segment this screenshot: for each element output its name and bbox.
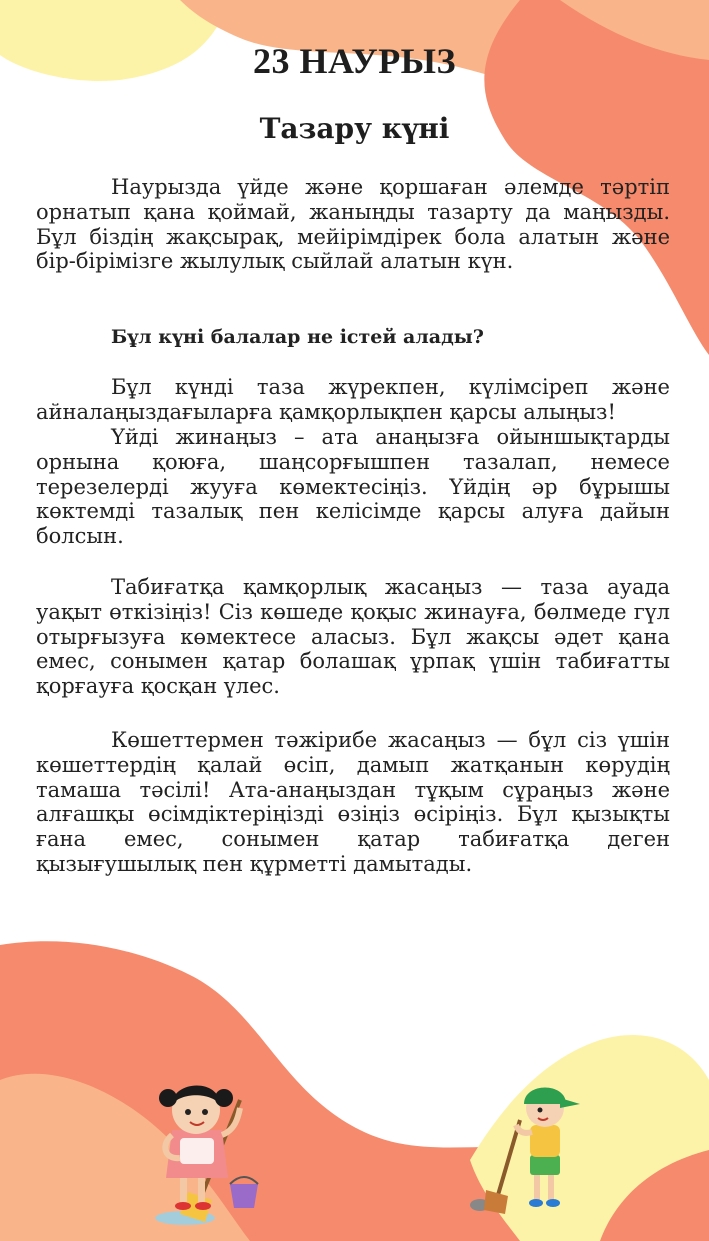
paragraph-3: Табиғатқа қамқорлық жасаңыз — таза ауада уақыт өткізіңіз! Сіз көшеде қоқыс жинауға, бөлмеде гүл отырғызуға көмектесе аласыз. Бұл жақсы әдет қана емес, сонымен қатар болашақ ұрпақ үшін табиғатты қорғауға қосқан үлес. xyxy=(36,575,670,699)
date-title: 23 НАУРЫЗ xyxy=(252,41,457,81)
paragraph-2: Үйді жинаңыз – ата анаңызға ойыншықтарды орнына қоюға, шаңсорғышпен тазалап, немесе терезелерді жууға көмектесіңіз. Үйдің әр бұрышы көктемді тазалық пен келісімде қарсы алуға дайын болсын. xyxy=(36,425,670,549)
question-heading: Бұл күні балалар не істей алады? xyxy=(111,326,484,348)
paragraph-4: Көшеттермен тәжірибе жасаңыз — бұл сіз үшін көшеттердің қалай өсіп, дамып жатқанын көрудің тамаша тәсілі! Ата-анаңыздан тұқым сұраңыз және алғашқы өсімдіктеріңізді өзіңіз өсіріңіз. Бұл қызықты ғана емес, сонымен қатар табиғатқа деген қызығушылық пен құрметті дамытады. xyxy=(36,728,670,876)
paragraph-1: Бұл күнді таза жүрекпен, күлімсіреп және айналаңыздағыларға қамқорлықпен қарсы алыңыз! xyxy=(36,375,670,424)
intro-paragraph: Наурызда үйде және қоршаған әлемде тәртіп орнатып қана қоймай, жаныңды тазарту да маңызды. Бұл біздің жақсырақ, мейірімдірек бола алатын және бір-бірімізге жылулық сыйлай алатын күн. xyxy=(36,175,670,274)
page-title: Тазару күні xyxy=(259,112,450,145)
